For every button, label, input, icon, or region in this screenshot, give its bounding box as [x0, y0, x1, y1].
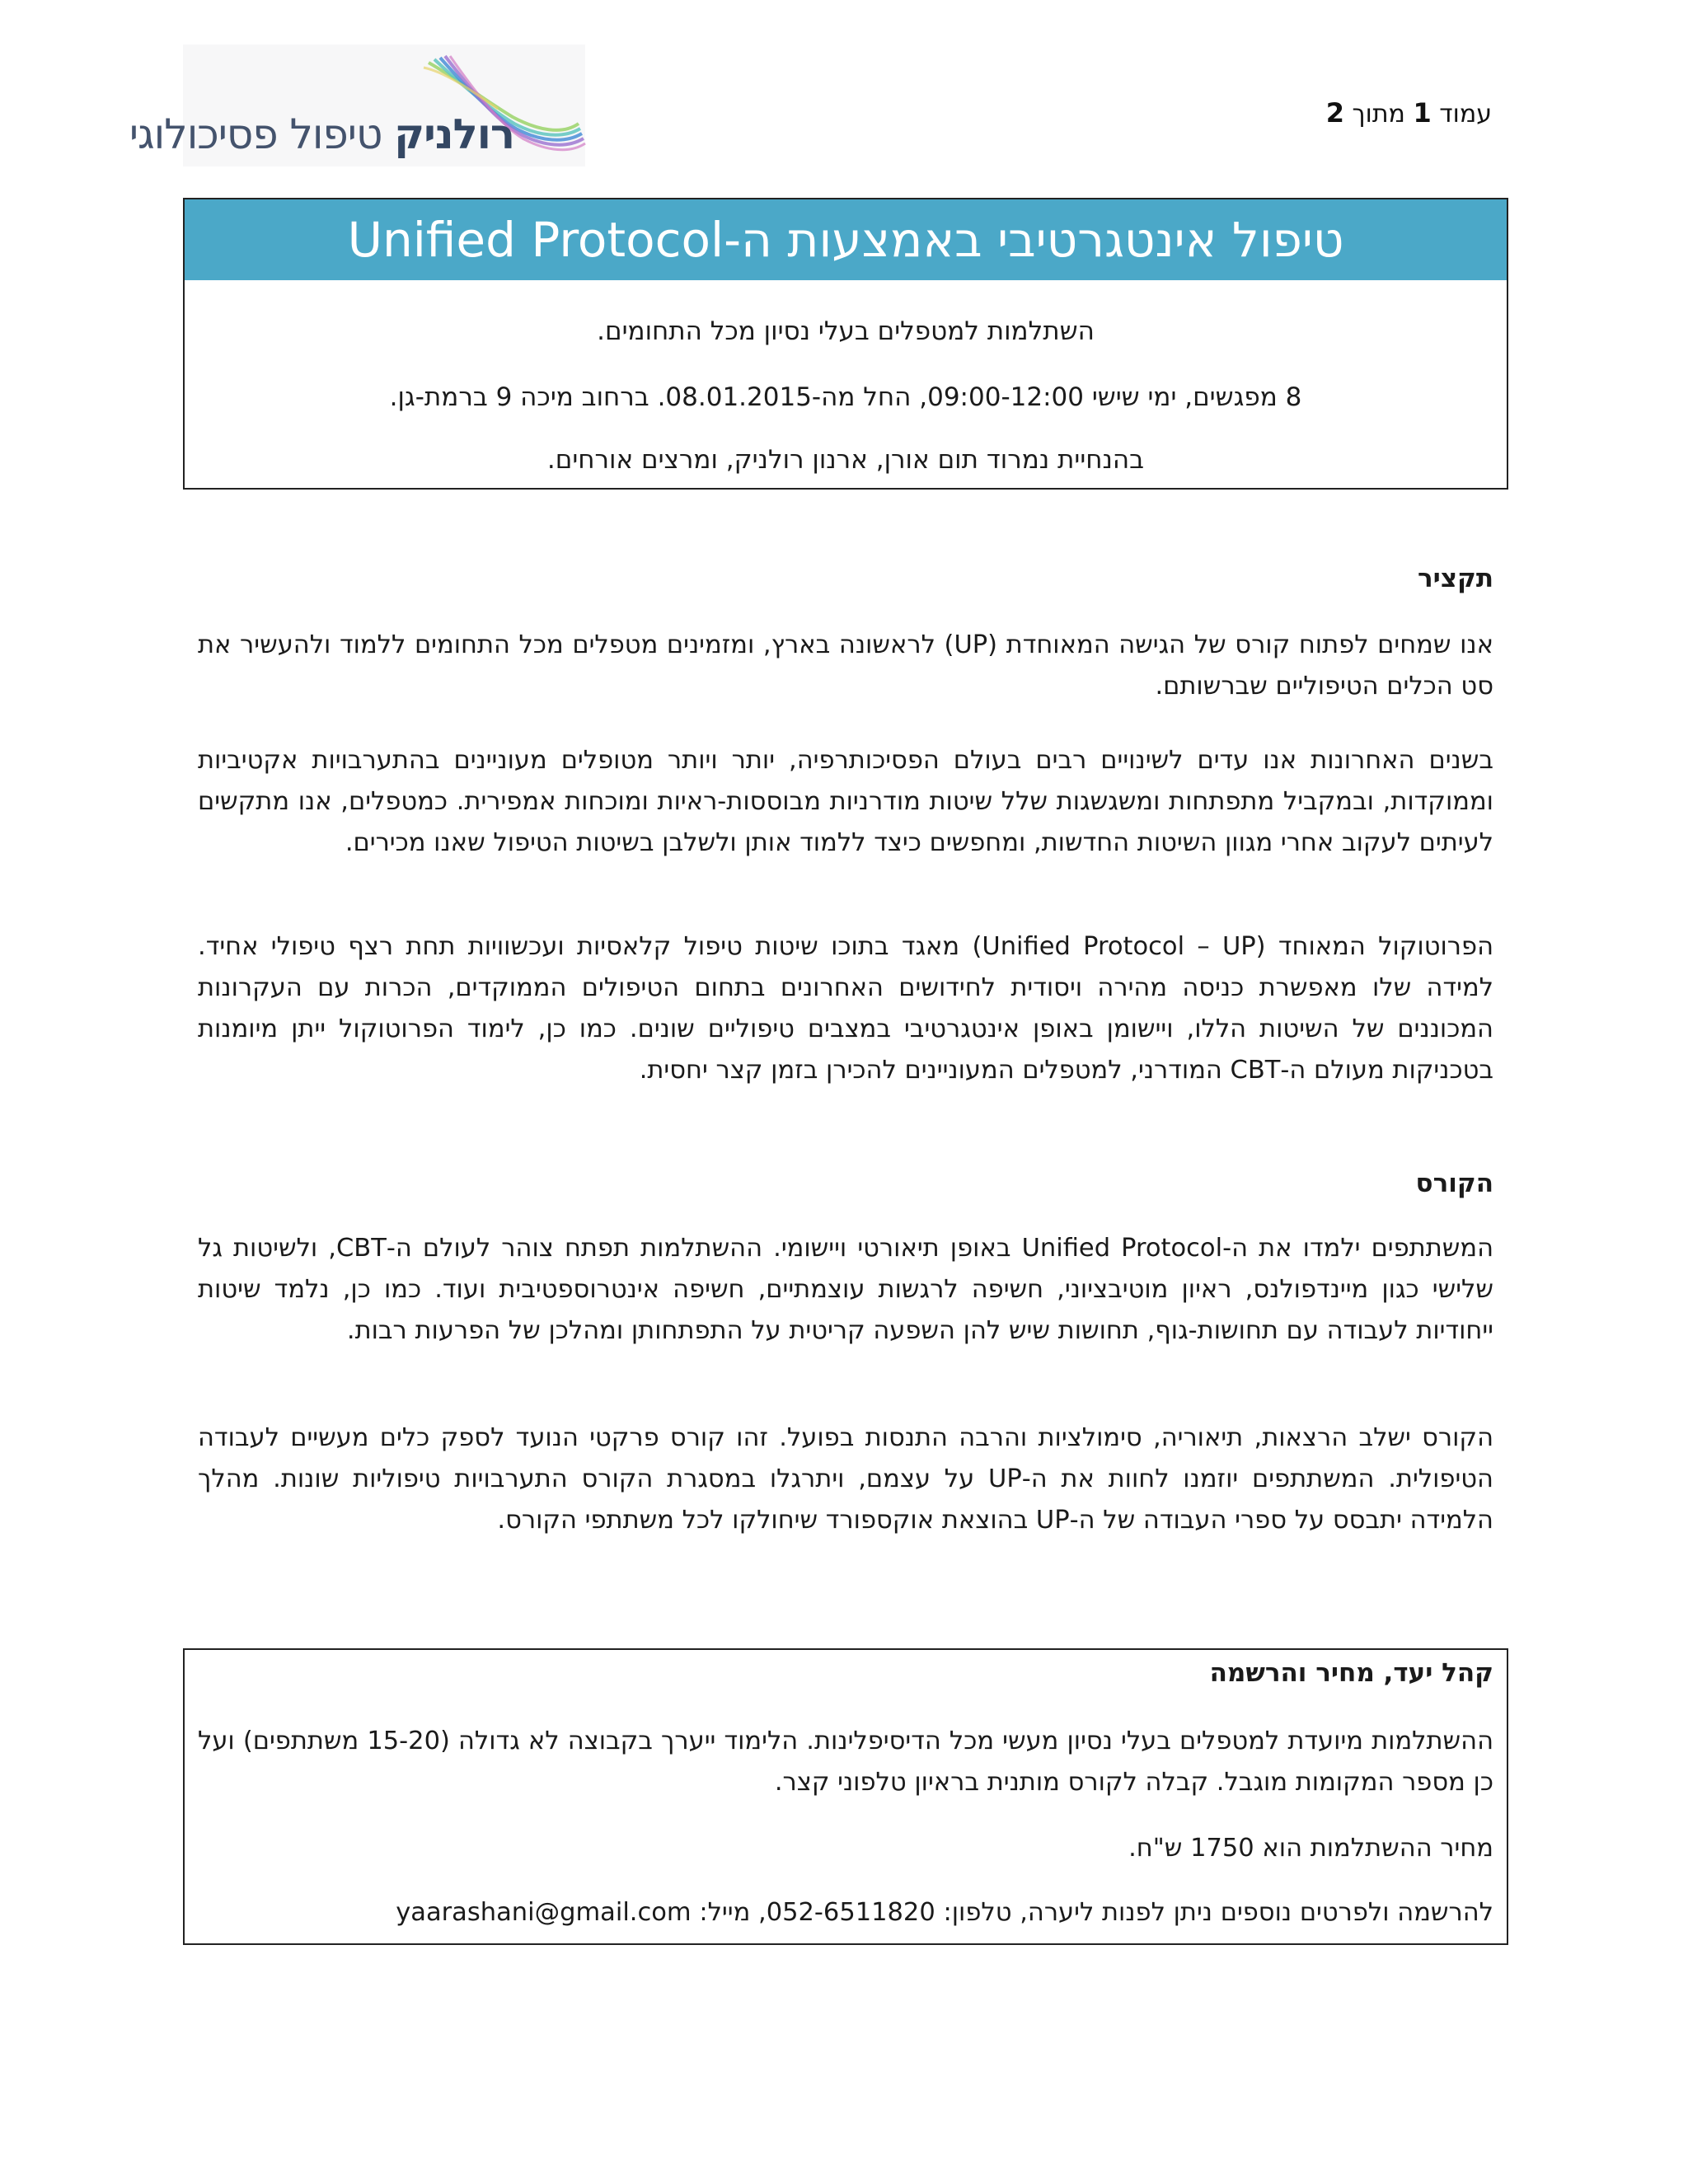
course-heading: הקורס [1415, 1169, 1493, 1198]
header-schedule: 8 מפגשים, ימי שישי 09:00-12:00, החל מה-08.01.2015. ברחוב מיכה 9 ברמת-גן. [389, 382, 1302, 412]
page-current: 1 [1413, 97, 1432, 129]
course-paragraph-1: המשתתפים ילמדו את ה-Unified Protocol באופן תיאורטי ויישומי. ההשתלמות תפתח צוהר לעולם ה-CBT, ולשיטות גל שלישי כגון מיינדפולנס, ראיון מוטיבציוני, חשיפה לרגשות עוצמתיים, חשיפה אינטרוספטיבית ועוד. כמו כן, נלמד שיטות ייחודיות לעבודה עם תחושות-גוף, תחושות שיש להן השפעה קריטית על התפתחותן ומהלכן של הפרעות רבות. [198, 1234, 1494, 1345]
registration-contact: להרשמה ולפרטים נוספים ניתן לפנות ליערה, טלפון: 052-6511820, מייל: yaarashani@gmail.com [396, 1898, 1493, 1927]
title-box [183, 198, 1508, 490]
summary-paragraph-3: הפרוטוקול המאוחד (Unified Protocol – UP) מאגד בתוכו שיטות טיפול קלאסיות ועכשוויות תחת רצף טיפולי אחיד. למידה שלו מאפשרת כניסה מהירה ויסודית לחידושים האחרונים בתחום הטיפולים הממוקדים, הכרות עם העקרונות המכוננים של השיטות הללו, ויישומן באופן אינטגרטיבי במצבים טיפוליים שונים. כמו כן, לימוד הפרוטוקול ייתן מיומנות בטכניקות מעולם ה-CBT המודרני, למטפלים המעוניינים להכירן בזמן קצר יחסית. [198, 932, 1493, 1085]
header-facilitators: בהנחיית נמרוד תום אורן, ארנון רולניק, ומרצים אורחים. [546, 445, 1145, 475]
header-subtitle: השתלמות למטפלים בעלי נסיון מכל התחומים. [597, 316, 1095, 346]
logo-name-bold: רולניק [394, 110, 514, 158]
registration-audience: ההשתלמות מיועדת למטפלים בעלי נסיון מעשי מכל הדיסיפלינות. הלימוד ייערך בקבוצה לא גדולה (15-20 משתתפים) ועל כן מספר המקומות מוגבל. קבלה לקורס מותנית בראיון טלפוני קצר. [198, 1727, 1493, 1797]
summary-heading: תקציר [1417, 564, 1493, 593]
page-of-word: מתוך [1352, 100, 1405, 129]
company-logo [129, 45, 585, 166]
page-word: עמוד [1439, 100, 1492, 129]
page-title: טיפול אינטגרטיבי באמצעות ה-Unified Protocol [185, 199, 1507, 280]
registration-heading: קהל יעד, מחיר והרשמה [1209, 1658, 1493, 1688]
summary-paragraph-2: בשנים האחרונות אנו עדים לשינויים רבים בעולם הפסיכותרפיה, יותר ויותר מטופלים מעוניינים בהתערבויות אקטיביות וממוקדות, ובמקביל מתפתחות ומשגשגות שלל שיטות מודרניות מבוססות-ראיות ומוכחות אמפירית. כמטפלים, אנו מתקשים לעיתים לעקוב אחרי מגוון השיטות החדשות, ומחפשים כיצד ללמוד אותן ולשלבן בשיטות הטיפול שאנו מכירים. [198, 746, 1493, 857]
summary-paragraph-1: אנו שמחים לפתוח קורס של הגישה המאוחדת (UP) לראשונה בארץ, ומזמינים מטפלים מכל התחומים ללמוד ולהעשיר את סט הכלים הטיפוליים שברשותם. [198, 630, 1493, 701]
course-paragraph-2: הקורס ישלב הרצאות, תיאוריה, סימולציות והרבה התנסות בפועל. זהו קורס פרקטי הנועד לספק כלים מעשיים לעבודה הטיפולית. המשתתפים יוזמנו לחוות את ה-UP על עצמם, ויתרגלו במסגרת הקורס התערבויות טיפוליות שונות. מהלך הלמידה יתבסס על ספרי העבודה של ה-UP בהוצאת אוקספורד שיחולקו לכל משתתפי הקורס. [198, 1423, 1493, 1535]
logo-text [129, 110, 514, 158]
page-total: 2 [1325, 97, 1344, 129]
logo-name-rest: טיפול פסיכולוגי [129, 110, 382, 158]
registration-price: מחיר ההשתלמות הוא 1750 ש"ח. [1128, 1834, 1493, 1863]
registration-box [183, 1648, 1508, 1945]
page-number [1326, 97, 1492, 129]
